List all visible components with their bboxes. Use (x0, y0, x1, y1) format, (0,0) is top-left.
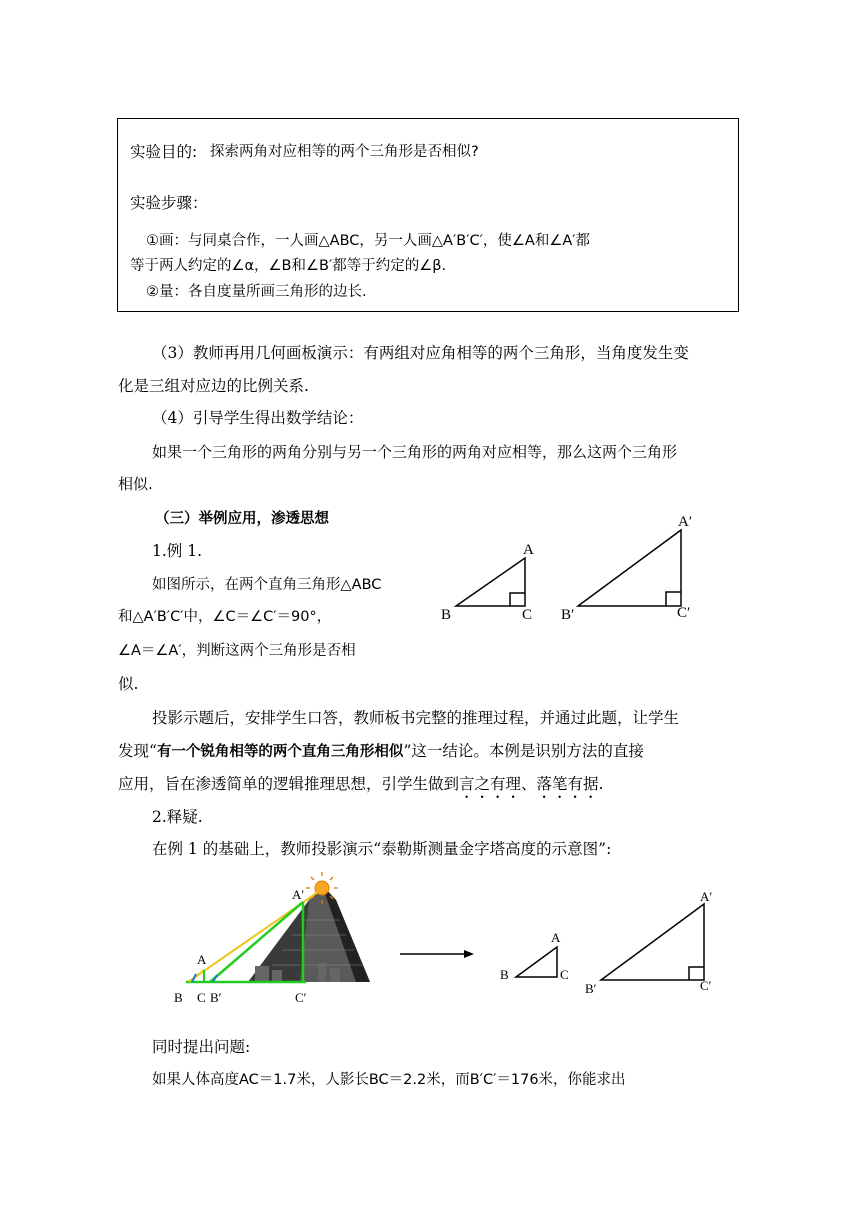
projection-line3-pre: 应用，旨在渗透简单的逻辑推理思想，引学生做到 (118, 775, 460, 793)
shiyi: 2.释疑. (152, 808, 203, 826)
conclusion-line2: 相似. (118, 475, 153, 493)
conclusion-line1: 如果一个三角形的两角分别与另一个三角形的两角对应相等，那么这两个三角形 (152, 443, 678, 461)
projection-line3-dotted1: 言之有理 (459, 775, 522, 793)
step1-line1: ①画：与同桌合作，一人画△ABC，另一人画△A′B′C′，使∠A和∠A′都 (146, 233, 591, 249)
step1-line2: 等于两人约定的∠α，∠B和∠B′都等于约定的∠β. (130, 258, 447, 274)
fig3-label-a: A (551, 930, 561, 945)
fig1-label-b-prime: B′ (561, 607, 575, 623)
question-line: 如果人体高度AC＝1.7米，人影长BC＝2.2米，而B′C′＝176米，你能求出 (152, 1072, 626, 1088)
step2: ②量：各自度量所画三角形的边长. (146, 284, 367, 300)
example1-line3: ∠A＝∠A′，判断这两个三角形是否相 (118, 643, 356, 659)
projection-line2-bold: 有一个锐角相等的两个直角三角形相似 (156, 744, 404, 760)
thales-intro: 在例 1 的基础上，教师投影演示“泰勒斯测量金字塔高度的示意图”: (152, 840, 612, 858)
section3-title: （三）举例应用，渗透思想 (155, 510, 329, 527)
fig2-label-b-prime: B′ (210, 990, 222, 1005)
projection-line2-pre: 发现“ (118, 742, 157, 760)
fig3-small-triangle (516, 947, 557, 977)
projection-line1: 投影示题后，安排学生口答，教师板书完整的推理过程，并通过此题，让学生 (152, 709, 680, 727)
fig3-label-b: B (500, 967, 509, 982)
para4: （4）引导学生得出数学结论： (152, 409, 364, 427)
purpose-label: 实验目的: (130, 143, 198, 161)
para3-line1: （3）教师再用几何画板演示：有两组对应角相等的两个三角形，当角度发生变 (152, 344, 689, 362)
fig3-label-a-prime: A′ (700, 889, 713, 904)
projection-line2-post: ”这一结论。本例是识别方法的直接 (403, 742, 644, 760)
projection-line3-dotted2: 落笔有据 (536, 775, 599, 793)
fig1-label-b: B (441, 607, 452, 623)
fig2-label-b: B (174, 990, 183, 1005)
fig1-label-a: A (523, 542, 534, 558)
steps-label: 实验步骤： (130, 194, 208, 212)
fig2-label-a-prime: A′ (292, 887, 305, 902)
fig3-label-c: C (560, 967, 569, 982)
arrow-icon (400, 950, 474, 958)
projection-line3-sep: 、 (521, 775, 537, 793)
example1-line4: 似. (118, 675, 139, 693)
para3-line2: 化是三组对应边的比例关系. (118, 377, 309, 395)
fig3-label-c-prime: C′ (700, 978, 712, 993)
example1-line2: 和△A′B′C′中，∠C＝∠C′＝90°， (118, 609, 332, 625)
question-intro: 同时提出问题: (152, 1038, 251, 1056)
fig1-label-c-prime: C′ (677, 605, 691, 621)
fig3-label-b-prime: B′ (585, 981, 597, 996)
fig2-label-c: C (197, 990, 206, 1005)
fig2-label-c-prime: C′ (295, 990, 307, 1005)
example1-title: 1.例 1. (152, 542, 203, 560)
purpose-text: 探索两角对应相等的两个三角形是否相似? (210, 144, 479, 160)
fig1-label-c: C (522, 607, 533, 623)
fig1-label-a-prime: A′ (678, 514, 693, 530)
projection-line3-end: . (598, 775, 604, 793)
example1-line1: 如图所示，在两个直角三角形△ABC (152, 577, 382, 593)
fig2-label-a: A (197, 952, 207, 967)
